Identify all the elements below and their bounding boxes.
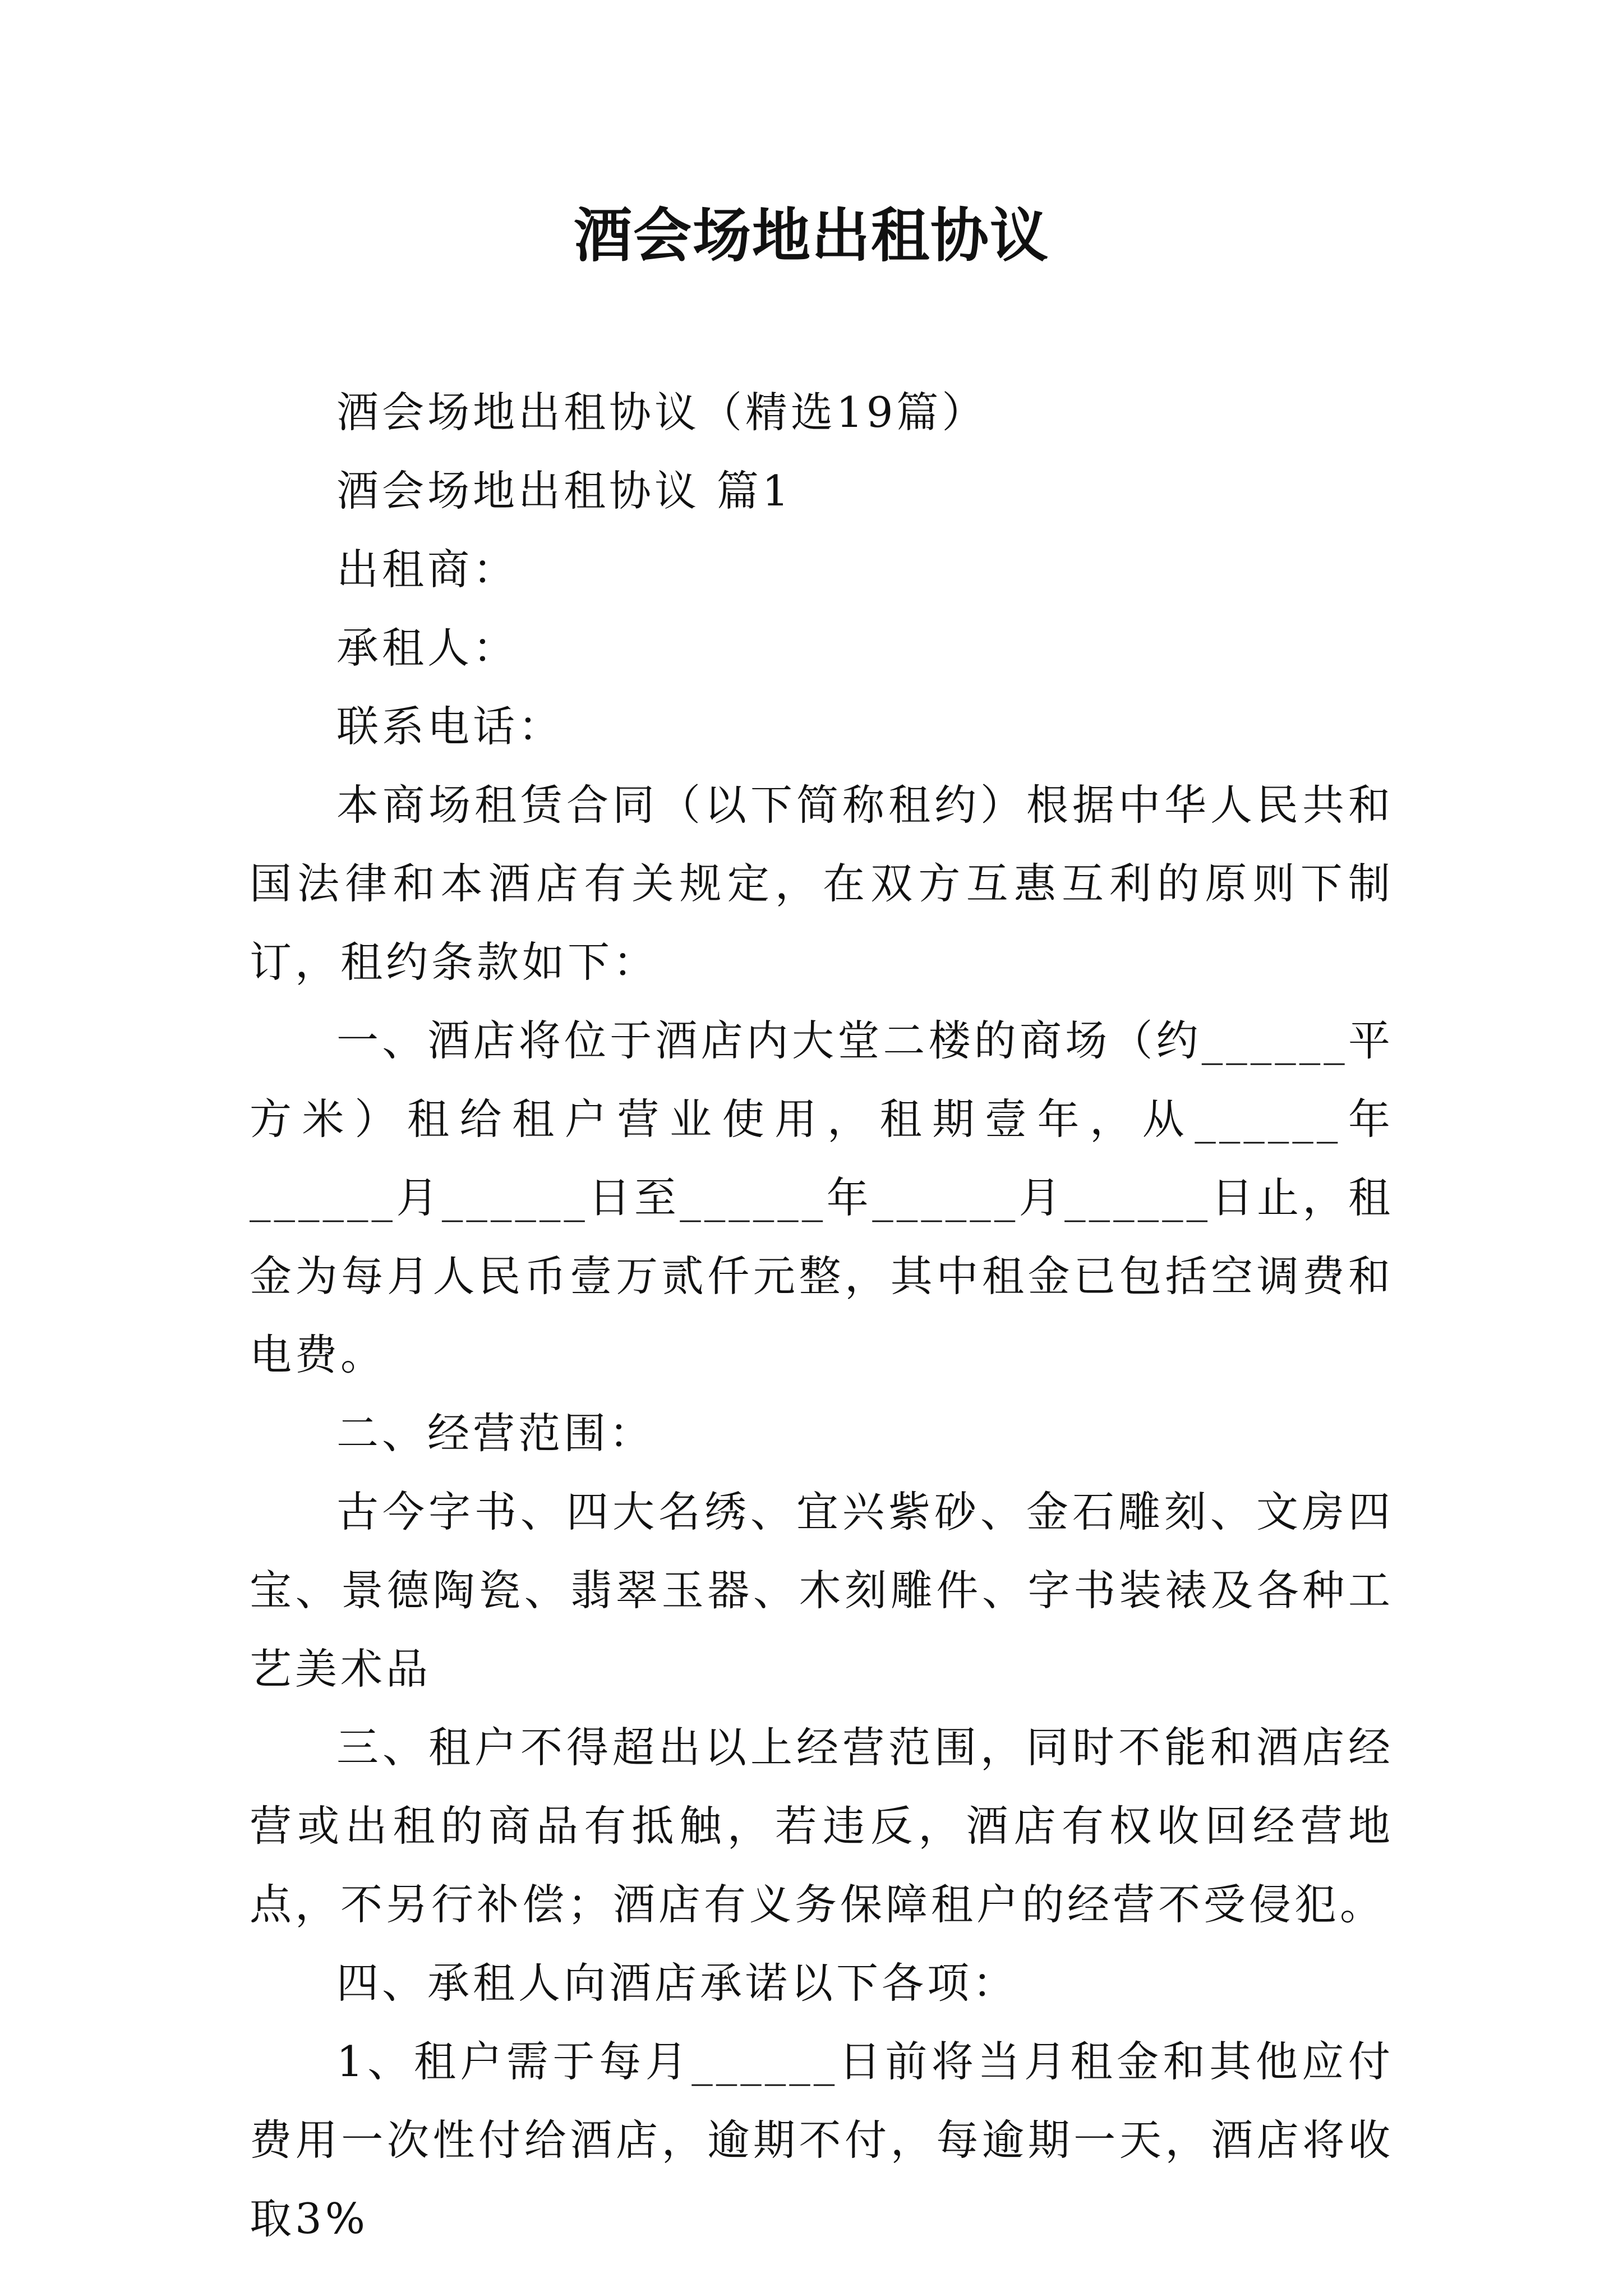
paragraph-clause-2: 二、经营范围： bbox=[336, 1409, 655, 1458]
paragraph-intro: 本商场租赁合同（以下简称租约）根据中华人民共和国法律和本酒店有关规定，在双方互惠互利的原则下制订，租约条款如下： bbox=[250, 780, 1394, 987]
paragraph-clause-3: 三、租户不得超出以上经营范围，同时不能和酒店经营或出租的商品有抵触，若违反，酒店有权收回经营地点，不另行补偿；酒店有义务保障租户的经营不受侵犯。 bbox=[250, 1723, 1394, 1929]
paragraph-business-scope: 古今字书、四大名绣、宜兴紫砂、金石雕刻、文房四宝、景德陶瓷、翡翠玉器、木刻雕件、字书装裱及各种工艺美术品 bbox=[250, 1487, 1394, 1694]
paragraph-section-heading: 酒会场地出租协议 篇1 bbox=[336, 466, 792, 516]
paragraph-lessor: 出租商： bbox=[336, 545, 519, 594]
paragraph-subtitle: 酒会场地出租协议（精选19篇） bbox=[336, 388, 988, 437]
paragraph-lessee: 承租人： bbox=[336, 623, 519, 673]
paragraph-clause-4: 四、承租人向酒店承诺以下各项： bbox=[336, 1958, 1018, 2008]
paragraph-clause-1: 一、酒店将位于酒店内大堂二楼的商场（约______平方米）租给租户营业使用，租期壹年，从______年______月______日至______年______月______日止，租金为每月人民币壹万贰仟元整，其中租金已包括空调费和电费。 bbox=[250, 1016, 1394, 1379]
paragraph-phone: 联系电话： bbox=[336, 702, 564, 751]
document-body bbox=[250, 373, 1394, 2258]
paragraph-item-1: 1、租户需于每月______日前将当月租金和其他应付费用一次性付给酒店，逾期不付，每逾期一天，酒店将收取3% bbox=[250, 2037, 1394, 2243]
document-title: 酒会场地出租协议 bbox=[573, 201, 1049, 270]
